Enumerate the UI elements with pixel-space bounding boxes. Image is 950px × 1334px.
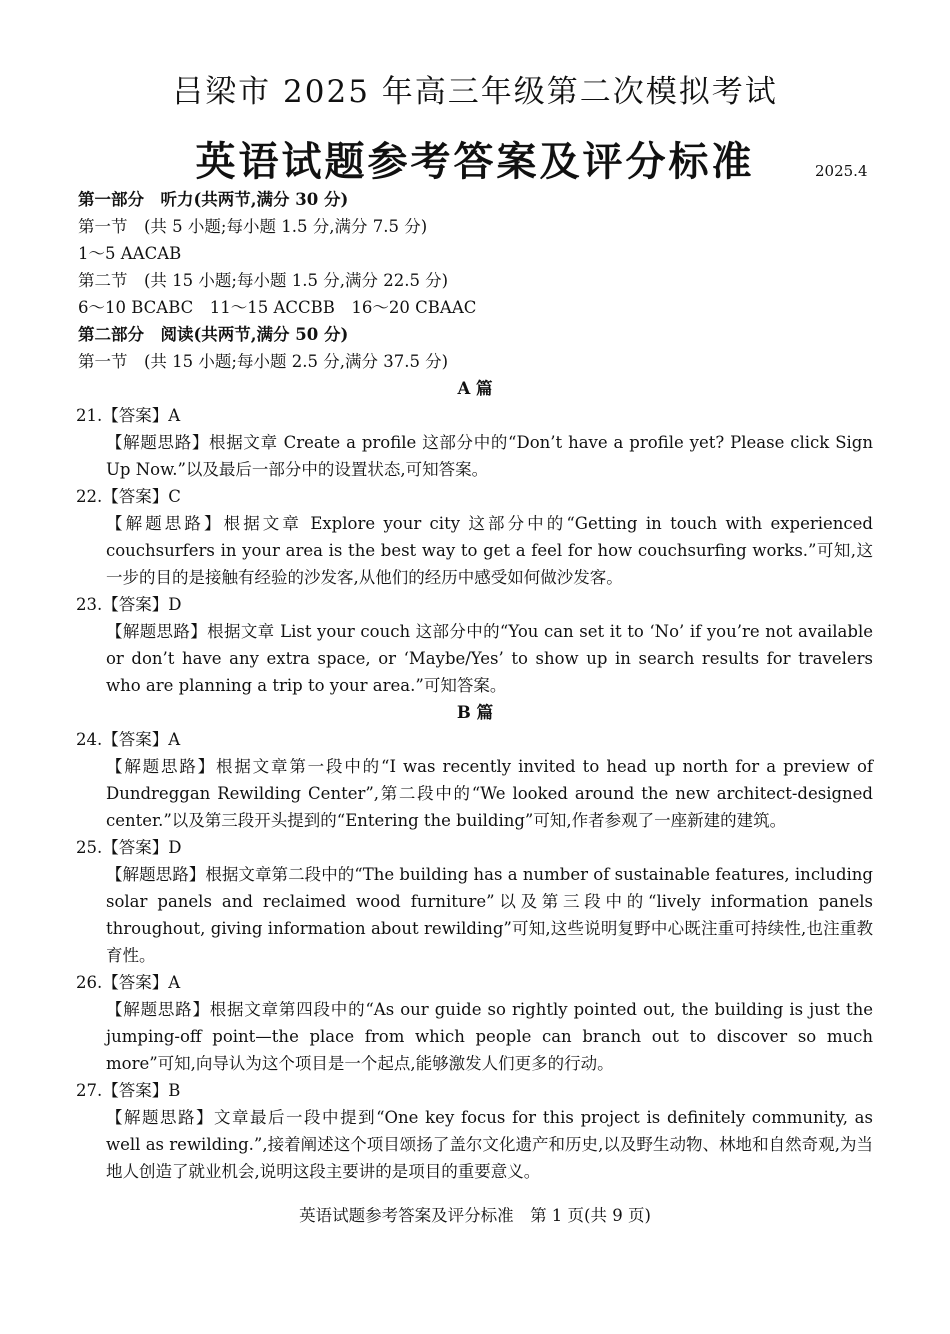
explanation-27: 【解题思路】文章最后一段中提到“One key focus for this project is definitely community, as well as rewilding.”,接着阐述这个项目颂扬了盖尔文化遗产和历史,以及野生动物、林地和自然奇观,为当地人创造了就业机会,说明这段主要讲的是项目的重要意义。: [106, 1108, 873, 1181]
part1-answers1: 1～5 AACAB: [78, 244, 182, 263]
page-footer: 英语试题参考答案及评分标准 第 1 页(共 9 页): [299, 1206, 651, 1225]
explanation-25: 【解题思路】根据文章第二段中的“The building has a number of sustainable features, including solar panels and reclaimed wood furniture”以及第三段中的“lively information panels throughout, giving information about rewilding”可知,这些说明复野中心既注重可持续性,也注重教育性。: [106, 865, 873, 965]
answer-25: 25.【答案】D: [76, 838, 182, 857]
answer-23: 23.【答案】D: [76, 595, 182, 614]
part1-heading: 第一部分 听力(共两节,满分 30 分): [78, 190, 349, 209]
answer-26: 26.【答案】A: [76, 973, 181, 992]
part1-answers2: 6～10 BCABC 11～15 ACCBB 16～20 CBAAC: [78, 298, 477, 317]
answer-24: 24.【答案】A: [76, 730, 181, 749]
passage-a-heading: A 篇: [457, 379, 493, 398]
explanation-26: 【解题思路】根据文章第四段中的“As our guide so rightly pointed out, the building is just the jumping-off point—the place from which people can branch out to discover so much more”可知,向导认为这个项目是一个起点,能够激发人们更多的行动。: [106, 1000, 873, 1073]
document-date: 2025.4: [815, 162, 868, 180]
explanation-21: 【解题思路】根据文章 Create a profile 这部分中的“Don’t have a profile yet? Please click Sign Up Now.”以及最后一部分中的设置状态,可知答案。: [106, 433, 873, 479]
part2-heading: 第二部分 阅读(共两节,满分 50 分): [78, 325, 349, 344]
answer-22: 22.【答案】C: [76, 487, 181, 506]
part2-section1: 第一节 (共 15 小题;每小题 2.5 分,满分 37.5 分): [78, 352, 449, 371]
exam-title: 吕梁市 2025 年高三年级第二次模拟考试: [172, 74, 778, 110]
document-title: 英语试题参考答案及评分标准: [195, 138, 755, 185]
part1-section1: 第一节 (共 5 小题;每小题 1.5 分,满分 7.5 分): [78, 217, 428, 236]
part1-section2: 第二节 (共 15 小题;每小题 1.5 分,满分 22.5 分): [78, 271, 449, 290]
answer-21: 21.【答案】A: [76, 406, 181, 425]
explanation-24: 【解题思路】根据文章第一段中的“I was recently invited to head up north for a preview of Dundreggan Rewilding Center”,第二段中的“We looked around the new architect-designed center.”以及第三段开头提到的“Entering the building”可知,作者参观了一座新建的建筑。: [106, 757, 873, 830]
explanation-23: 【解题思路】根据文章 List your couch 这部分中的“You can set it to ‘No’ if you’re not available or don’t have any extra space, or ‘Maybe/Yes’ to show up in search results for travelers who are planning a trip to your area.”可知答案。: [106, 622, 873, 695]
explanation-22: 【解题思路】根据文章 Explore your city 这部分中的“Getting in touch with experienced couchsurfers in your area is the best way to get a feel for how couchsurfing works.”可知,这一步的目的是接触有经验的沙发客,从他们的经历中感受如何做沙发客。: [106, 514, 873, 587]
passage-b-heading: B 篇: [456, 703, 494, 722]
answer-27: 27.【答案】B: [76, 1081, 181, 1100]
